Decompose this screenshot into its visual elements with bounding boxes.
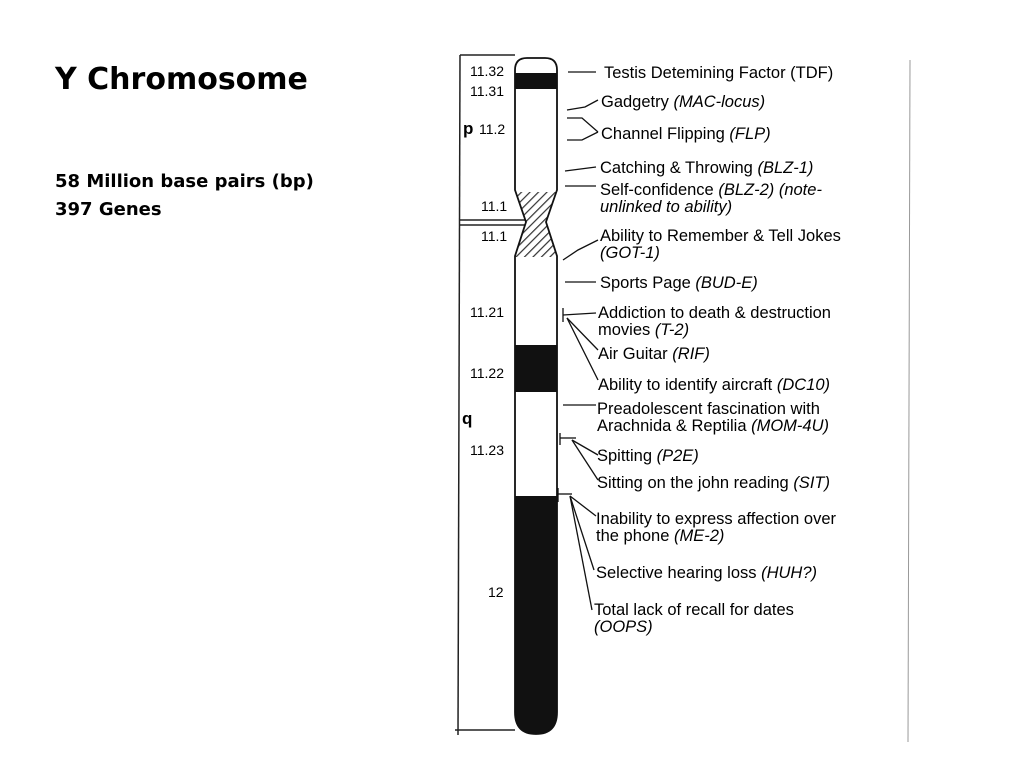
gene-label-6-line-0 <box>600 274 758 292</box>
gene-name: Selective hearing loss <box>596 564 762 582</box>
gene-name: Preadolescent fascination with <box>597 400 820 418</box>
gene-name: Total lack of recall for dates <box>594 601 794 619</box>
gene-label-5-line-0 <box>600 227 841 245</box>
band-11-22-6 <box>510 345 562 392</box>
gene-name: movies <box>598 321 655 339</box>
gene-labels <box>594 64 841 636</box>
gene-name: Air Guitar <box>598 345 673 363</box>
band-11-2-2 <box>510 89 562 192</box>
gene-name: Spitting <box>597 447 657 465</box>
gene-symbol: (MAC-locus) <box>673 93 766 111</box>
band-label-11-21: 11.21 <box>470 304 504 320</box>
gene-label-8-line-0 <box>598 345 710 363</box>
gene-label-13-line-1 <box>596 527 724 545</box>
gene-label-2-line-0 <box>601 125 771 143</box>
gene-name: the phone <box>596 527 674 545</box>
gene-name: Catching & Throwing <box>600 159 758 177</box>
gene-label-4-line-1 <box>600 198 732 216</box>
band-label-11-1-p: 11.1 <box>481 198 508 214</box>
gene-symbol: (T-2) <box>654 321 690 339</box>
gene-label-10-line-1 <box>597 417 829 435</box>
gene-symbol: unlinked to ability) <box>600 198 733 216</box>
gene-label-1-line-0 <box>601 93 765 111</box>
band-label-11-32: 11.32 <box>470 63 504 79</box>
gene-label-11-line-0 <box>597 447 699 465</box>
gene-label-7-line-0 <box>598 304 831 322</box>
gene-label-7-line-1 <box>598 321 689 339</box>
gene-symbol: (SIT) <box>793 474 830 492</box>
gene-symbol: (BLZ-2) (note- <box>718 181 822 199</box>
band-11-21-5 <box>510 257 562 345</box>
gene-symbol: (FLP) <box>729 125 771 143</box>
gene-symbol: (OOPS) <box>594 618 653 636</box>
band-12-8 <box>510 496 562 740</box>
gene-name: Sports Page <box>600 274 696 292</box>
chromosome-bands <box>510 56 562 740</box>
gene-symbol: (BUD-E) <box>695 274 758 292</box>
gene-name: Testis Detemining Factor (TDF) <box>604 64 834 82</box>
band-11-23-7 <box>510 392 562 496</box>
band-label-11-1-q: 11.1 <box>481 228 508 244</box>
figure-frame-right <box>908 60 910 742</box>
gene-symbol: (DC10) <box>776 376 831 394</box>
gene-name: Inability to express affection over <box>596 510 836 528</box>
gene-count-line: 397 Genes <box>55 199 162 220</box>
leader-lines <box>558 72 598 610</box>
gene-name: Self-confidence <box>600 181 719 199</box>
gene-label-3-line-0 <box>600 159 813 177</box>
gene-label-13-line-0 <box>596 510 836 528</box>
gene-label-14-line-0 <box>596 564 817 582</box>
gene-label-0-line-0 <box>604 64 833 82</box>
gene-label-5-line-1 <box>600 244 660 262</box>
band-label-11-31: 11.31 <box>470 83 504 99</box>
band-11-31-1 <box>510 73 562 89</box>
gene-symbol: (GOT-1) <box>600 244 660 262</box>
gene-name: Channel Flipping <box>601 125 730 143</box>
gene-symbol: (HUH?) <box>761 564 818 582</box>
band-label-11-22: 11.22 <box>470 365 504 381</box>
gene-label-15-line-0 <box>594 601 794 619</box>
gene-label-4-line-0 <box>600 181 822 199</box>
band-label-11-23: 11.23 <box>470 442 504 458</box>
gene-symbol: (ME-2) <box>674 527 725 545</box>
gene-symbol: (BLZ-1) <box>757 159 814 177</box>
q-arm-label: q <box>462 409 473 428</box>
gene-label-9-line-0 <box>598 376 830 394</box>
gene-name: Ability to Remember & Tell Jokes <box>600 227 841 245</box>
gene-name: Gadgetry <box>601 93 674 111</box>
gene-label-12-line-0 <box>597 474 830 492</box>
gene-name: Arachnida & Reptilia <box>597 417 752 435</box>
slide-title: Y Chromosome <box>55 62 308 97</box>
band-label-11-2: 11.2 <box>479 121 506 137</box>
base-pairs-line: 58 Million base pairs (bp) <box>55 171 314 192</box>
figure-frame-left <box>458 55 460 735</box>
gene-symbol: (RIF) <box>672 345 710 363</box>
gene-name: Sitting on the john reading <box>597 474 794 492</box>
gene-symbol: (MOM-4U) <box>751 417 829 435</box>
gene-label-10-line-0 <box>597 400 820 418</box>
gene-name: Ability to identify aircraft <box>598 376 777 394</box>
band-11-1-4 <box>510 222 562 257</box>
gene-label-15-line-1 <box>594 618 653 636</box>
band-label-12: 12 <box>488 584 504 600</box>
gene-name: Addiction to death & destruction <box>598 304 831 322</box>
p-arm-label: p <box>463 119 474 138</box>
gene-symbol: (P2E) <box>656 447 699 465</box>
